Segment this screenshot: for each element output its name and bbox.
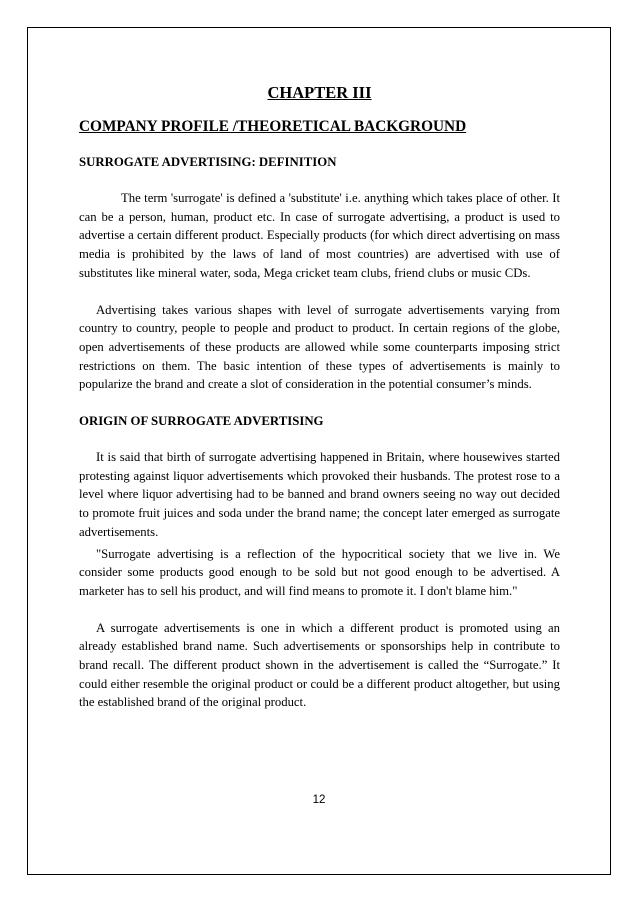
paragraph-surrogate-definition: A surrogate advertisements is one in which a different product is promoted using an already established brand name. Such advertisements or sponsorships help in contribute to brand recall. The different product shown in the advertisement is called the “Surrogate.” It could either resemble the original product or could be a different product altogether, but using the established brand of the original product.	[79, 620, 560, 710]
section-heading-definition: SURROGATE ADVERTISING: DEFINITION	[79, 155, 337, 169]
paragraph-shapes: Advertising takes various shapes with level of surrogate advertisements varying from country to country, people to people and product to product. In certain regions of the globe, open advertisements of these products are allowed while some counterparts imposing strict restrictions on them. The basic intention of these types of advertisements is mainly to popularize the brand and create a slot of consideration in the potential consumer’s minds.	[79, 302, 560, 392]
paragraph-origin: It is said that birth of surrogate advertising happened in Britain, where housewives started protesting against liquor advertisements which provoked their husbands. The protest rose to a level where liquor advertising had to be banned and brand owners seeing no way out decided to promote fruit juices and soda under the brand name; the concept later emerged as surrogate advertisements.	[79, 450, 560, 539]
document-body	[79, 83, 560, 712]
company-profile-title: COMPANY PROFILE /THEORETICAL BACKGROUND	[79, 118, 467, 135]
paragraph-definition: The term 'surrogate' is defined a 'substitute' i.e. anything which takes place of other. It can be a person, human, product etc. In case of surrogate advertising, a product is used to advertise a certain different product. Especially products (for which direct advertising on mass media is prohibited by the laws of land of most countries) are advertised with use of substitutes like mineral water, soda, Mega cricket team clubs, friend clubs or music CDs.	[79, 191, 560, 280]
paragraph-quote: "Surrogate advertising is a reflection of the hypocritical society that we live in. We consider some products good enough to be sold but not good enough to be advertised. A marketer has to sell his product, and will find means to promote it. I don't blame him."	[79, 546, 560, 598]
page-number: 12	[312, 794, 326, 806]
section-heading-origin: ORIGIN OF SURROGATE ADVERTISING	[79, 414, 324, 429]
chapter-title: CHAPTER III	[267, 83, 372, 102]
